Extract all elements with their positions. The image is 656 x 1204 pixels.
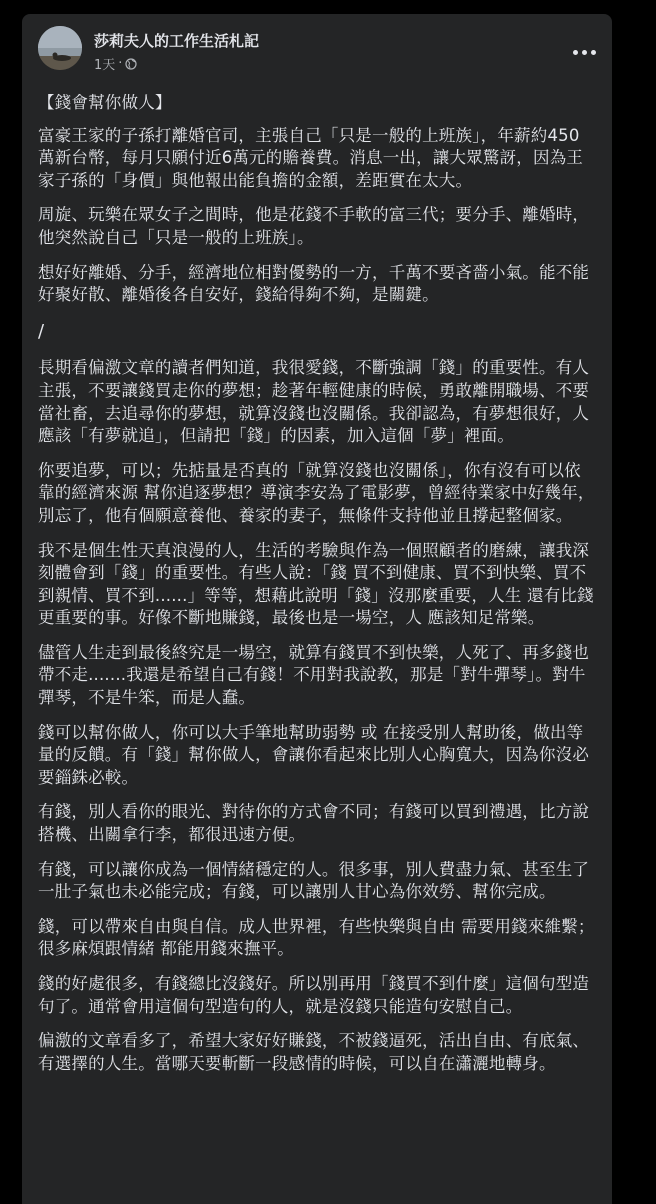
post-paragraph: 長期看偏激文章的讀者們知道，我很愛錢，不斷強調「錢」的重要性。有人主張，不要讓錢買走你的夢想；趁著年輕健康的時候，勇敢離開職場、不要當社畜，去追尋你的夢想，就算沒錢也沒關係。我卻認為，有夢想很好，人應該「有夢就追」，但請把「錢」的因素，加入這個「夢」裡面。 xyxy=(38,358,590,446)
post-paragraph: 錢，可以帶來自由與自信。成人世界裡，有些快樂與自由 需要用錢來維繫；很多麻煩跟情緒 都能用錢來撫平。 xyxy=(38,916,595,959)
post-paragraph: 錢可以幫你做人，你可以大手筆地幫助弱勢 或 在接受別人幫助後，做出等量的反饋。有「錢」幫你做人，會讓你看起來比別人心胸寬大，因為你沒必要錙銖必較。 xyxy=(38,722,590,787)
author-avatar[interactable] xyxy=(38,26,82,70)
post-paragraph: 儘管人生走到最後終究是一場空，就算有錢買不到快樂，人死了、再多錢也帶不走.......我還是希望自己有錢！不用對我說教，那是「對牛彈琴」。對牛彈琴，不是牛笨，而是人蠢。 xyxy=(38,642,590,708)
post-paragraph: 想好好離婚、分手，經濟地位相對優勢的一方，千萬不要吝嗇小氣。能不能好聚好散、離婚後各自安好，錢給得夠不夠，是關鍵。 xyxy=(38,262,590,305)
author-name[interactable]: 莎莉夫人的工作生活札記 xyxy=(94,32,260,50)
post-paragraph: 你要追夢，可以；先掂量是否真的「就算沒錢也沒關係」，你有沒有可以依靠的經濟來源 幫你追逐夢想？導演李安為了電影夢，曾經待業家中好幾年，別忘了，他有個願意養他、養家的妻子，無條件支持他並且撐起整個家。 xyxy=(38,460,595,525)
post-meta xyxy=(94,54,137,73)
post-paragraph: 錢的好處很多，有錢總比沒錢好。所以別再用「錢買不到什麼」這個句型造句了。通常會用這個句型造句的人，就是沒錢只能造句安慰自己。 xyxy=(38,974,590,1016)
globe-icon[interactable] xyxy=(125,58,137,70)
more-options-button[interactable] xyxy=(568,36,600,68)
post-header xyxy=(22,14,612,86)
post-paragraph: 有錢，可以讓你成為一個情緒穩定的人。很多事，別人費盡力氣、甚至生了一肚子氣也未必能完成；有錢，可以讓別人甘心為你效勞、幫你完成。 xyxy=(38,859,590,902)
more-horizontal-icon xyxy=(573,50,596,55)
post-paragraph: 富豪王家的子孫打離婚官司，主張自己「只是一般的上班族」，年薪約450萬新台幣，每月只願付近6萬元的贍養費。消息一出，讓大眾驚訝，因為王家子孫的「身價」與他報出能負擔的金額，差距實在太大。 xyxy=(38,125,584,190)
meta-separator: · xyxy=(118,56,123,71)
post-title: 【錢會幫你做人】 xyxy=(38,93,172,112)
post-timestamp[interactable]: 1天 xyxy=(94,58,116,73)
section-divider: / xyxy=(38,320,45,342)
post-body xyxy=(22,86,612,1075)
post-paragraph: 有錢，別人看你的眼光、對待你的方式會不同；有錢可以買到禮遇，比方說搭機、出關拿行李，都很迅速方便。 xyxy=(38,802,590,845)
post-paragraph: 偏激的文章看多了，希望大家好好賺錢，不被錢逼死，活出自由、有底氣、有選擇的人生。當哪天要斬斷一段感情的時候，可以自在瀟灑地轉身。 xyxy=(38,1031,590,1073)
avatar-beach-photo xyxy=(38,26,82,70)
post-card xyxy=(22,14,612,1204)
post-paragraph: 我不是個生性天真浪漫的人，生活的考驗與作為一個照顧者的磨練，讓我深刻體會到「錢」的重要性。有些人說：「錢 買不到健康、買不到快樂、買不到親情、買不到......」等等，想藉此說明「錢」沒那麼重要，人生 還有比錢更重要的事。好像不斷地賺錢，最後也是一場空，人 應該知足常樂。 xyxy=(38,540,594,628)
post-paragraph: 周旋、玩樂在眾女子之間時，他是花錢不手軟的富三代；要分手、離婚時，他突然說自己「只是一般的上班族」。 xyxy=(38,205,590,247)
